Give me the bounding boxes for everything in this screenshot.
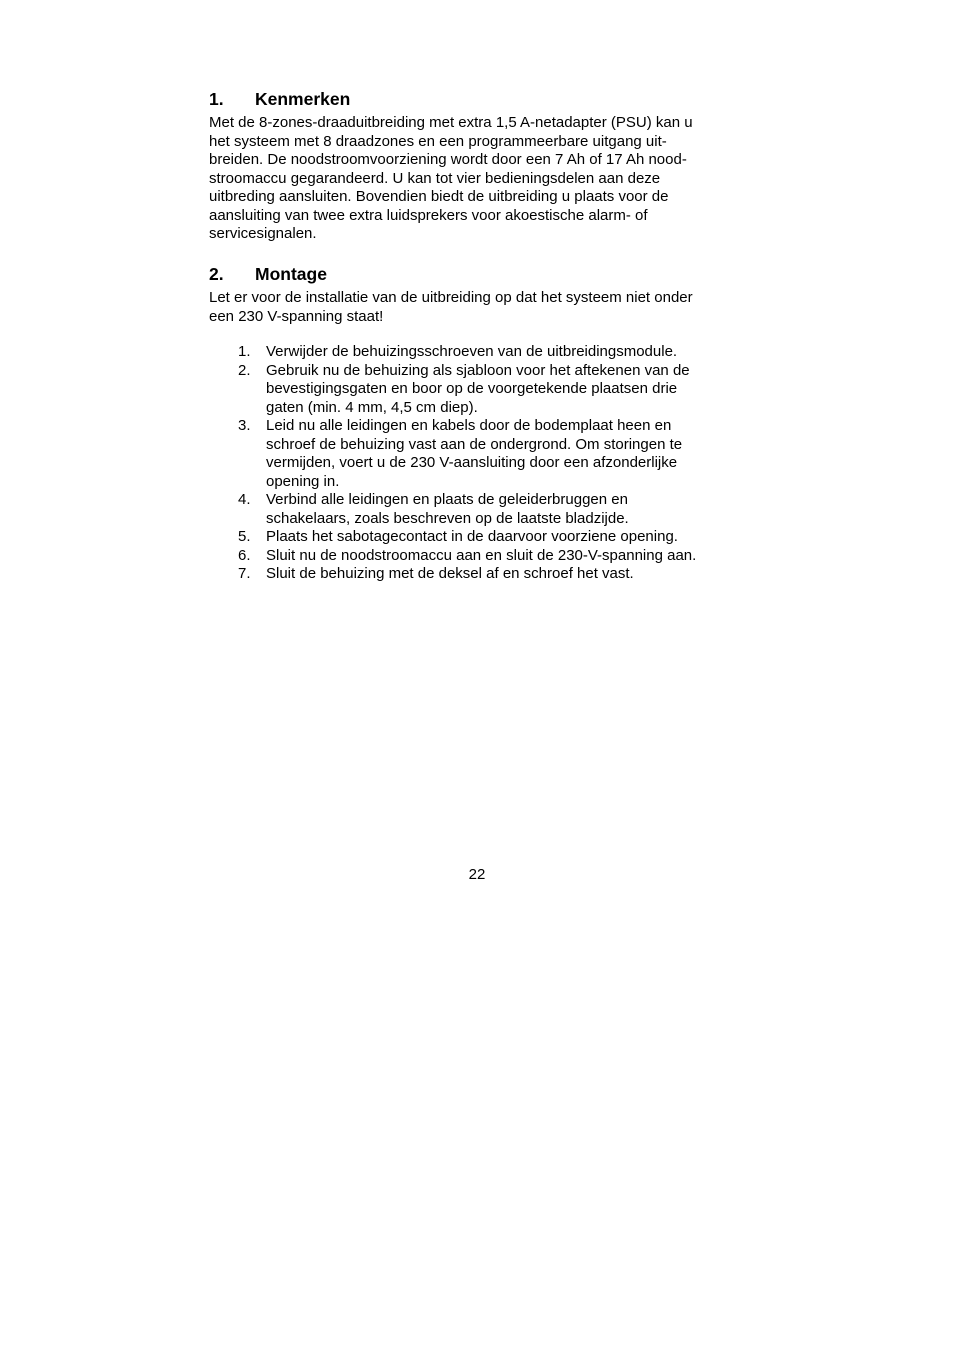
section-number: 1.	[209, 89, 224, 109]
section-montage	[209, 263, 739, 326]
step-line: schroef de behuizing vast aan de ondergrond. Om storingen te	[266, 435, 683, 453]
step-item	[209, 417, 739, 491]
paragraph-line: stroomaccu gegarandeerd. U kan tot vier bedieningsdelen aan deze	[209, 169, 661, 187]
step-number: 3.	[238, 417, 251, 434]
paragraph-line: aansluiting van twee extra luidsprekers voor akoestische alarm- of	[209, 206, 648, 224]
section-intro	[209, 289, 739, 326]
step-line: Plaats het sabotagecontact in de daarvoor voorziene opening.	[266, 528, 678, 545]
section-number: 2.	[209, 264, 224, 284]
step-line: Sluit nu de noodstroomaccu aan en sluit de 230-V-spanning aan.	[266, 546, 697, 564]
paragraph-line: servicesignalen.	[209, 225, 317, 242]
step-line: Sluit de behuizing met de deksel af en schroef het vast.	[266, 565, 634, 582]
step-line: Verbind alle leidingen en plaats de geleiderbruggen en	[266, 491, 628, 508]
step-number: 1.	[238, 343, 251, 360]
section-paragraph	[209, 114, 739, 244]
section-title: Kenmerken	[255, 89, 351, 109]
step-line: opening in.	[266, 472, 340, 490]
section-heading	[209, 88, 739, 110]
step-number: 5.	[238, 528, 251, 545]
step-line: vermijden, voert u de 230 V-aansluiting door een afzonderlijke	[266, 454, 678, 471]
step-line: bevestigingsgaten en boor op de voorgetekende plaatsen drie	[266, 380, 678, 397]
paragraph-line: het systeem met 8 draadzones en een programmeerbare uitgang uit-	[209, 132, 667, 150]
step-number: 7.	[238, 565, 251, 582]
step-line: schakelaars, zoals beschreven op de laatste bladzijde.	[266, 509, 629, 527]
step-item	[209, 528, 739, 547]
step-item	[209, 547, 739, 566]
section-kenmerken	[209, 88, 739, 244]
paragraph-line: een 230 V-spanning staat!	[209, 307, 384, 325]
paragraph-line: Let er voor de installatie van de uitbreiding op dat het systeem niet onder	[209, 289, 693, 306]
step-line: Verwijder de behuizingsschroeven van de uitbreidingsmodule.	[266, 343, 678, 360]
paragraph-line: uitbreding aansluiten. Bovendien biedt de uitbreiding u plaats voor de	[209, 188, 669, 205]
section-title: Montage	[255, 264, 327, 284]
paragraph-line: breiden. De noodstroomvoorziening wordt door een 7 Ah of 17 Ah nood-	[209, 151, 687, 168]
step-item	[209, 362, 739, 418]
step-line: Leid nu alle leidingen en kabels door de bodemplaat heen en	[266, 417, 672, 434]
step-item	[209, 491, 739, 528]
step-item	[209, 343, 739, 362]
step-line: gaten (min. 4 mm, 4,5 cm diep).	[266, 398, 478, 416]
paragraph-line: Met de 8-zones-draaduitbreiding met extra 1,5 A-netadapter (PSU) kan u	[209, 114, 693, 131]
step-item	[209, 565, 739, 584]
montage-steps	[209, 343, 739, 584]
step-number: 2.	[238, 361, 251, 379]
step-line: Gebruik nu de behuizing als sjabloon voor het aftekenen van de	[266, 361, 690, 379]
section-heading	[209, 263, 739, 285]
step-number: 6.	[238, 546, 251, 564]
page-number: 22	[468, 866, 486, 883]
steps-list	[209, 343, 739, 584]
step-number: 4.	[238, 491, 251, 508]
